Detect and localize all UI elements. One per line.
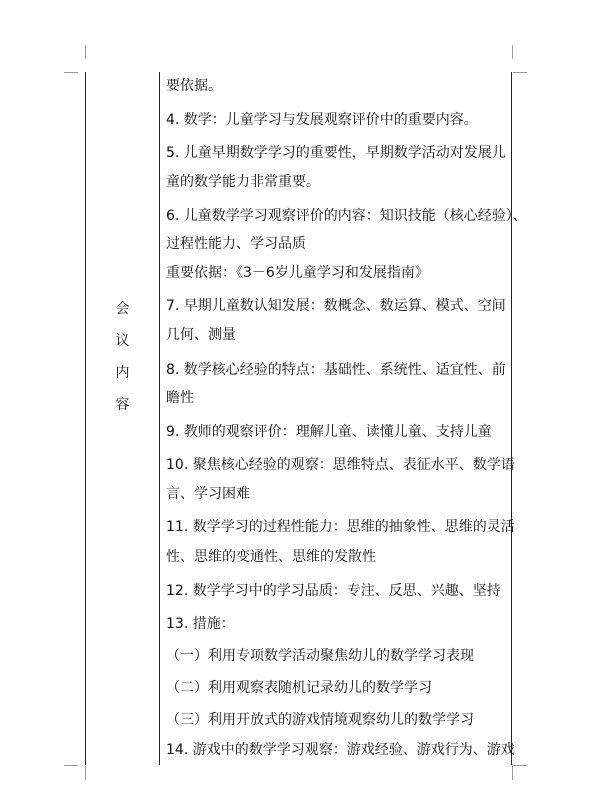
content-line: 6. 儿童数学学习观察评价的内容：知识技能（核心经验）、 (166, 208, 527, 224)
column-divider (159, 72, 160, 765)
crop-mark-top-right-vertical (512, 45, 513, 59)
content-line: （一）利用专项数学活动聚焦幼儿的数学学习表现 (166, 648, 474, 664)
label-char-1: 会 (115, 301, 130, 317)
content-line: 言、学习困难 (166, 486, 250, 502)
content-line: 8. 数学核心经验的特点：基础性、系统性、适宜性、前 (166, 362, 506, 378)
content-line: （二）利用观察表随机记录幼儿的数学学习 (166, 680, 432, 696)
content-line: 12. 数学学习中的学习品质：专注、反思、兴趣、坚持 (166, 583, 501, 599)
content-line: 童的数学能力非常重要。 (166, 174, 320, 190)
content-line: 性、思维的变通性、思维的发散性 (166, 549, 376, 565)
content-line: 14. 游戏中的数学学习观察：游戏经验、游戏行为、游戏 (166, 742, 515, 758)
content-line: 几何、测量 (166, 327, 236, 343)
crop-mark-top-left-horizontal (64, 72, 78, 73)
label-column (86, 72, 159, 765)
content-line: 过程性能力、学习品质 (166, 236, 306, 252)
label-char-4: 容 (115, 397, 130, 413)
content-line: 11. 数学学习的过程性能力：思维的抽象性、思维的灵活 (166, 519, 515, 535)
crop-mark-top-right-horizontal (513, 72, 527, 73)
crop-mark-bottom-right-vertical (512, 766, 513, 780)
content-line: 4. 数学：儿童学习与发展观察评价中的重要内容。 (166, 112, 478, 128)
crop-mark-top-left-vertical (85, 45, 86, 59)
crop-mark-bottom-left-horizontal (64, 765, 78, 766)
content-line: 要依据。 (166, 78, 222, 94)
label-char-2: 议 (115, 333, 130, 349)
content-line: （三）利用开放式的游戏情境观察幼儿的数学学习 (166, 712, 474, 728)
content-line: 5. 儿童早期数学学习的重要性，早期数学活动对发展儿 (166, 145, 506, 161)
content-line: 重要依据：《3－6岁儿童学习和发展指南》 (166, 265, 429, 281)
crop-mark-bottom-right-horizontal (513, 765, 527, 766)
crop-mark-bottom-left-vertical (85, 766, 86, 780)
content-line: 瞻性 (166, 390, 194, 406)
content-line: 9. 教师的观察评价：理解儿童、读懂儿童、支持儿童 (166, 424, 492, 440)
content-line: 7. 早期儿童数认知发展：数概念、数运算、模式、空间 (166, 298, 506, 314)
content-line: 10. 聚焦核心经验的观察：思维特点、表征水平、数学语 (166, 457, 515, 473)
label-char-3: 内 (115, 365, 130, 381)
content-line: 13. 措施： (166, 616, 235, 632)
